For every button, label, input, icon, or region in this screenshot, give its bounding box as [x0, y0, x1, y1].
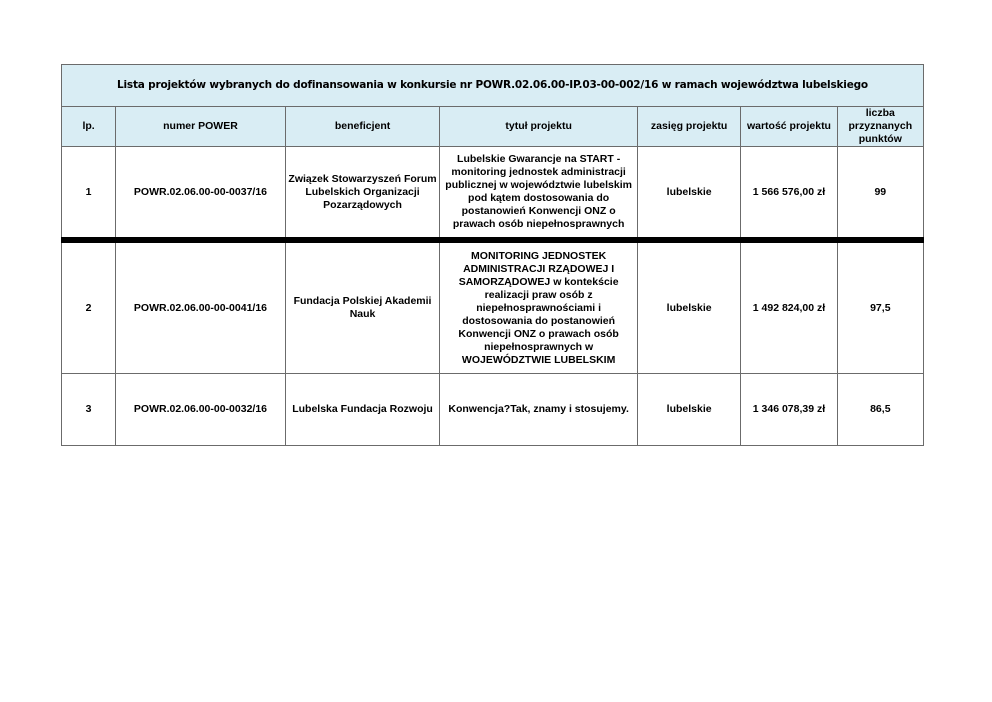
cell-numer-power: POWR.02.06.00-00-0032/16: [116, 374, 286, 446]
cell-tytul-projektu: Lubelskie Gwarancje na START - monitoring jednostek administracji publicznej w województwie lubelskim pod kątem dostosowania do postanowień Konwencji ONZ o prawach osób niepełnosprawnych: [440, 147, 638, 241]
cell-numer-power: POWR.02.06.00-00-0041/16: [116, 240, 286, 374]
table-row: [62, 374, 924, 446]
header-row: [62, 107, 924, 147]
header-liczba-punktow: liczba przyznanych punktów: [837, 107, 923, 147]
cell-liczba-punktow: 99: [837, 147, 923, 241]
header-tytul-projektu: tytuł projektu: [440, 107, 638, 147]
cell-beneficjent: Związek Stowarzyszeń Forum Lubelskich Organizacji Pozarządowych: [285, 147, 440, 241]
cell-lp: 1: [62, 147, 116, 241]
projects-table: [61, 64, 924, 446]
cell-wartosc-projektu: 1 492 824,00 zł: [741, 240, 837, 374]
header-lp: lp.: [62, 107, 116, 147]
cell-beneficjent: Fundacja Polskiej Akademii Nauk: [285, 240, 440, 374]
header-zasieg-projektu: zasięg projektu: [637, 107, 740, 147]
cell-lp: 2: [62, 240, 116, 374]
cell-tytul-projektu: MONITORING JEDNOSTEK ADMINISTRACJI RZĄDOWEJ I SAMORZĄDOWEJ w kontekście realizacji praw osób z niepełnosprawnościami i dostosowania do postanowień Konwencji ONZ o prawach osób niepełnosprawnych w WOJEWÓDZTWIE LUBELSKIM: [440, 240, 638, 374]
header-wartosc-projektu: wartość projektu: [741, 107, 837, 147]
table-row: [62, 147, 924, 241]
cell-zasieg-projektu: lubelskie: [637, 374, 740, 446]
cell-lp: 3: [62, 374, 116, 446]
table-title-row: [62, 65, 924, 107]
cell-numer-power: POWR.02.06.00-00-0037/16: [116, 147, 286, 241]
cell-beneficjent: Lubelska Fundacja Rozwoju: [285, 374, 440, 446]
header-beneficjent: beneficjent: [285, 107, 440, 147]
table-title: Lista projektów wybranych do dofinansowania w konkursie nr POWR.02.06.00-IP.03-00-002/16 w ramach województwa lubelskiego: [62, 65, 924, 107]
projects-sheet: [61, 64, 924, 446]
table-row: [62, 240, 924, 374]
cell-zasieg-projektu: lubelskie: [637, 147, 740, 241]
cell-wartosc-projektu: 1 346 078,39 zł: [741, 374, 837, 446]
cell-tytul-projektu: Konwencja?Tak, znamy i stosujemy.: [440, 374, 638, 446]
header-numer-power: numer POWER: [116, 107, 286, 147]
cell-liczba-punktow: 86,5: [837, 374, 923, 446]
cell-zasieg-projektu: lubelskie: [637, 240, 740, 374]
cell-liczba-punktow: 97,5: [837, 240, 923, 374]
cell-wartosc-projektu: 1 566 576,00 zł: [741, 147, 837, 241]
